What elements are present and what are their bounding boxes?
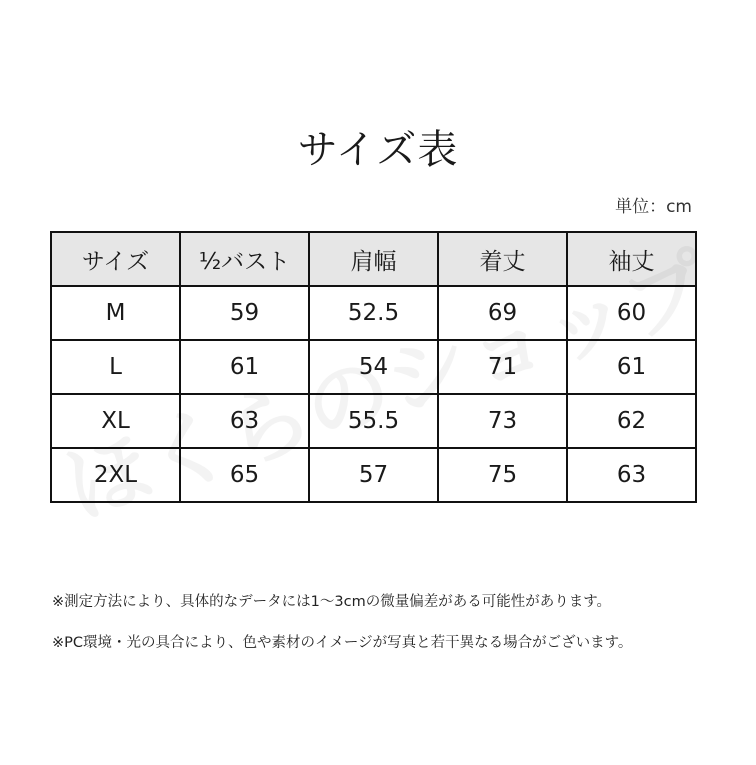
table-cell: L [51,340,180,394]
table-header-row [51,232,696,286]
table-cell: 69 [438,286,567,340]
table-cell: 60 [567,286,696,340]
table-cell: 2XL [51,448,180,502]
table-cell: 63 [180,394,309,448]
table-cell: 65 [180,448,309,502]
table-row [51,340,696,394]
table-cell: 63 [567,448,696,502]
table-cell: 73 [438,394,567,448]
table-cell: 52.5 [309,286,438,340]
size-table [50,231,697,503]
header-size: サイズ [51,232,180,286]
table-cell: 57 [309,448,438,502]
unit-label: 単位：cm [615,197,692,217]
table-cell: 54 [309,340,438,394]
header-sleeve-length: 袖丈 [567,232,696,286]
table-cell: XL [51,394,180,448]
table-row [51,448,696,502]
table-cell: 62 [567,394,696,448]
notes-section [52,590,752,672]
table-cell: 55.5 [309,394,438,448]
note-color: ※PC環境・光の具合により、色や素材のイメージが写真と若干異なる場合がございます。 [52,635,633,651]
header-half-bust: ½バスト [180,232,309,286]
table-cell: 71 [438,340,567,394]
table-cell: 59 [180,286,309,340]
table-cell: 61 [567,340,696,394]
table-cell: 61 [180,340,309,394]
page-title: サイズ表 [297,127,459,173]
table-row [51,394,696,448]
note-measurement: ※測定方法により、具体的なデータには1〜3cmの微量偏差がある可能性があります。 [52,594,612,610]
table-cell: M [51,286,180,340]
table-row [51,286,696,340]
header-shoulder-width: 肩幅 [309,232,438,286]
header-length: 着丈 [438,232,567,286]
table-cell: 75 [438,448,567,502]
